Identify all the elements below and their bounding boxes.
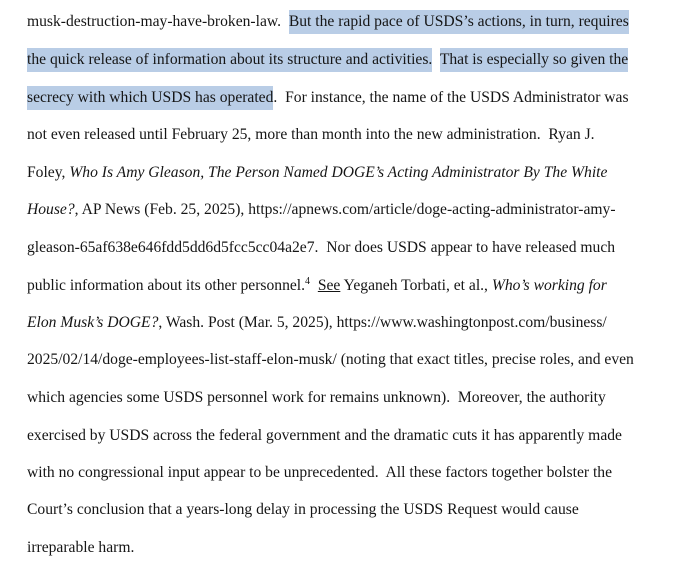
text-segment <box>432 51 440 68</box>
text-line <box>27 538 134 558</box>
text-segment: 2025/02/14/doge-employees-list-staff-elon-musk/ (noting that exact titles, precise roles, and even <box>27 351 634 368</box>
text-segment: Court’s conclusion that a years-long delay in processing the USDS Request would cause <box>27 501 579 518</box>
highlighted-text: secrecy with which USDS has operated <box>27 86 273 110</box>
text-line <box>27 426 622 446</box>
text-segment: gleason-65af638e646fdd5dd6d5fcc5cc04a2e7. Nor does USDS appear to have released much <box>27 239 616 256</box>
italic-citation-title: House? <box>27 201 75 218</box>
text-line <box>27 388 606 408</box>
text-segment: . For instance, the name of the USDS Administrator was <box>273 89 629 106</box>
text-segment: which agencies some USDS personnel work for remains unknown). Moreover, the authority <box>27 389 606 406</box>
text-segment: public information about its other personnel. <box>27 277 306 294</box>
text-line <box>27 50 628 70</box>
text-line <box>27 163 607 183</box>
text-line <box>27 88 629 108</box>
text-segment: , Wash. Post (Mar. 5, 2025), https://www.washingtonpost.com/business/ <box>158 314 607 331</box>
footnote-ref: 4 <box>305 276 311 287</box>
text-line <box>27 125 595 145</box>
text-line <box>27 500 579 520</box>
text-segment: with no congressional input appear to be unprecedented. All these factors together bolster the <box>27 464 613 481</box>
text-line <box>27 350 634 370</box>
text-line <box>27 238 615 258</box>
highlighted-text: That is especially so given the <box>440 48 628 72</box>
text-line <box>27 200 616 220</box>
italic-citation-title: Who’s working for <box>491 277 607 294</box>
text-segment: Yeganeh Torbati, et al., <box>340 277 492 294</box>
text-line <box>27 313 607 333</box>
highlighted-text: But the rapid pace of USDS’s actions, in turn, requires <box>289 10 629 34</box>
italic-citation-title: Elon Musk’s DOGE? <box>27 314 159 331</box>
highlighted-text: the quick release of information about its structure and activities. <box>27 48 432 72</box>
text-segment: , AP News (Feb. 25, 2025), https://apnews.com/article/doge-acting-administrator-amy- <box>74 201 616 218</box>
italic-citation-title: Who Is Amy Gleason, The Person Named DOGE’s Acting Administrator By The White <box>69 164 608 181</box>
text-segment: irreparable harm. <box>27 539 135 556</box>
text-segment: musk-destruction-may-have-broken-law. <box>27 13 289 30</box>
text-segment: exercised by USDS across the federal government and the dramatic cuts it has apparently made <box>27 427 622 444</box>
text-segment <box>310 277 318 294</box>
text-line <box>27 463 612 483</box>
text-line <box>27 276 607 296</box>
text-line <box>27 12 629 32</box>
text-segment: not even released until February 25, more than month into the new administration. Ryan J. <box>27 126 595 143</box>
text-segment: Foley, <box>27 164 70 181</box>
citation-signal: See <box>317 277 341 294</box>
